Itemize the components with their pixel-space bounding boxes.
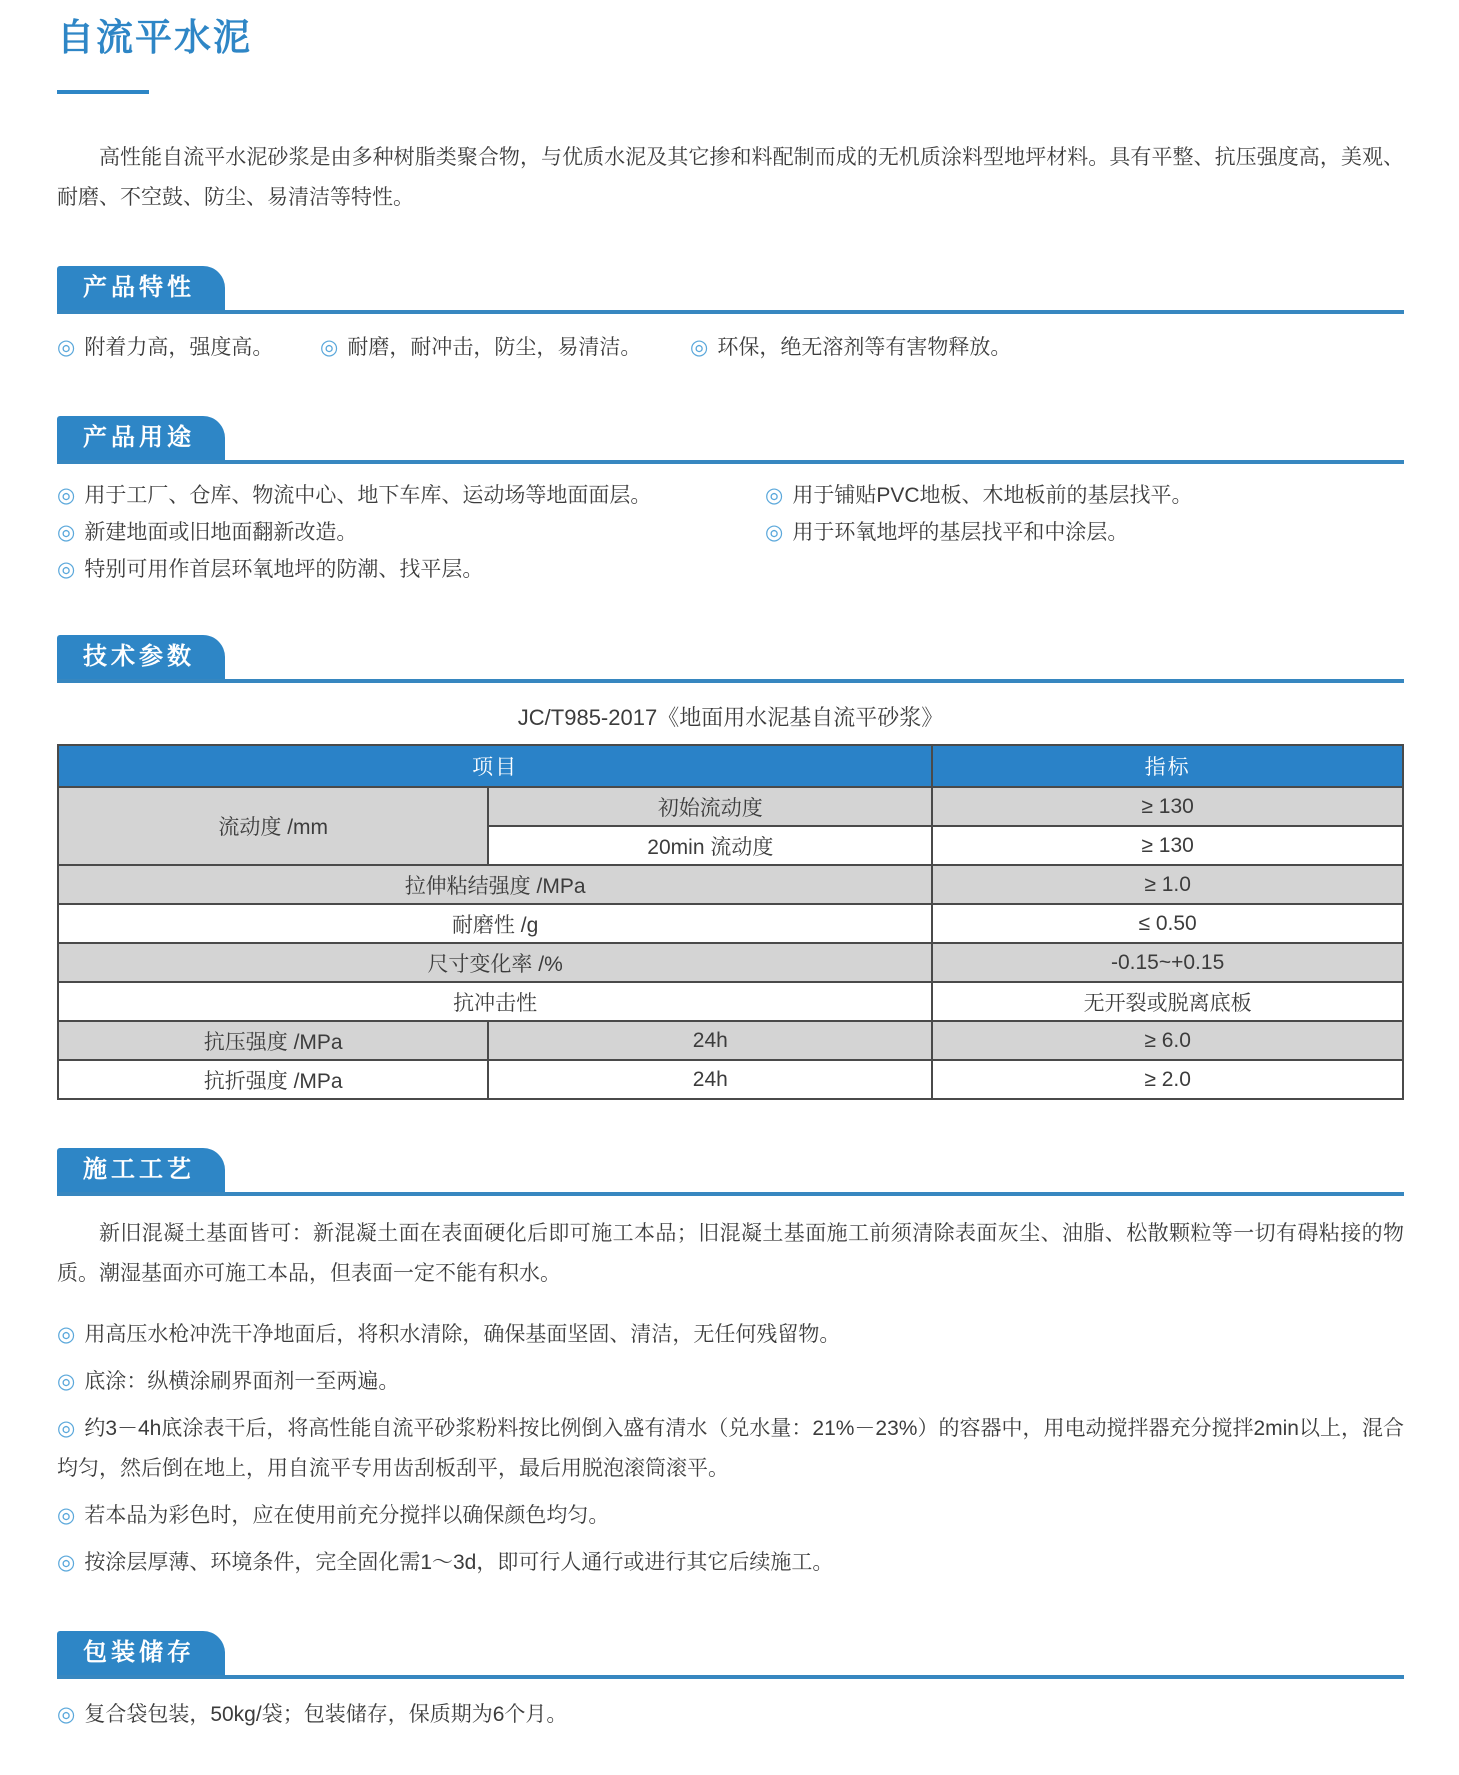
table-row [58, 943, 1403, 982]
table-row [58, 787, 1403, 826]
specs-table [57, 744, 1404, 1100]
bullseye-bullet-icon: ◎ [57, 1551, 76, 1575]
feature-text: 耐磨，耐冲击，防尘，易清洁。 [347, 336, 642, 360]
section-header-process [57, 1148, 1404, 1196]
table-row [58, 865, 1403, 904]
feature-text: 环保，绝无溶剂等有害物释放。 [717, 336, 1012, 360]
bullseye-bullet-icon: ◎ [57, 558, 76, 582]
bullseye-bullet-icon: ◎ [57, 484, 76, 508]
intro-paragraph: 高性能自流平水泥砂浆是由多种树脂类聚合物，与优质水泥及其它掺和料配制而成的无机质涂料型地坪材料。具有平整、抗压强度高，美观、耐磨、不空鼓、防尘、易清洁等特性。 [57, 146, 1404, 210]
packaging-text: 复合袋包装，50kg/袋；包装储存，保质期为6个月。 [84, 1703, 568, 1727]
section-tab-process: 施工工艺 [57, 1148, 225, 1192]
list-item [57, 550, 765, 590]
cell-flexural-time: 24h [488, 1060, 932, 1099]
list-item [57, 1409, 1404, 1489]
section-header-uses [57, 416, 1404, 464]
cell-flexural-value: ≥ 2.0 [932, 1060, 1403, 1099]
list-item [765, 476, 1404, 516]
bullseye-bullet-icon: ◎ [765, 484, 784, 508]
packaging-list [57, 1695, 1404, 1735]
column-header-index: 指标 [932, 745, 1403, 787]
bullseye-bullet-icon: ◎ [765, 521, 784, 545]
process-step-text: 用高压水枪冲洗干净地面后，将积水清除，确保基面坚固、清洁，无任何残留物。 [84, 1323, 841, 1347]
cell-dimension-value: -0.15~+0.15 [932, 943, 1403, 982]
list-item [57, 328, 320, 368]
cell-impact: 抗冲击性 [58, 982, 932, 1021]
cell-flow-20min-value: ≥ 130 [932, 826, 1403, 865]
list-item [57, 513, 765, 553]
use-text: 用于环氧地坪的基层找平和中涂层。 [792, 521, 1129, 545]
cell-flexural: 抗折强度 /MPa [58, 1060, 488, 1099]
uses-list [57, 476, 1404, 587]
process-step-text: 约3－4h底涂表干后，将高性能自流平砂浆粉料按比例倒入盛有清水（兑水量：21%－23%）的容器中，用电动搅拌器充分搅拌2min以上，混合均匀，然后倒在地上，用自流平专用齿刮板刮平，最后用脱泡滚筒滚平。 [57, 1417, 1404, 1481]
cell-flow-initial: 初始流动度 [488, 787, 932, 826]
table-row [58, 904, 1403, 943]
cell-dimension: 尺寸变化率 /% [58, 943, 932, 982]
section-header-packaging [57, 1631, 1404, 1679]
process-list [57, 1315, 1404, 1583]
section-tab-uses: 产品用途 [57, 416, 225, 460]
list-item [57, 1496, 1404, 1536]
list-item [765, 513, 1404, 553]
list-item [57, 1543, 1404, 1583]
section-tab-features: 产品特性 [57, 266, 225, 310]
features-list [57, 328, 1404, 368]
table-row [58, 1060, 1403, 1099]
bullseye-bullet-icon: ◎ [320, 336, 339, 360]
use-text: 用于铺贴PVC地板、木地板前的基层找平。 [792, 484, 1193, 508]
table-row [58, 1021, 1403, 1060]
feature-text: 附着力高，强度高。 [84, 336, 274, 360]
list-item [57, 1362, 1404, 1402]
section-header-specs [57, 635, 1404, 683]
list-item [57, 1315, 1404, 1355]
cell-compress-value: ≥ 6.0 [932, 1021, 1403, 1060]
cell-compress: 抗压强度 /MPa [58, 1021, 488, 1060]
bullseye-bullet-icon: ◎ [57, 1504, 76, 1528]
process-step-text: 按涂层厚薄、环境条件，完全固化需1～3d，即可行人通行或进行其它后续施工。 [84, 1551, 834, 1575]
uses-left-column [57, 476, 765, 587]
cell-flow-label: 流动度 /mm [58, 787, 488, 865]
process-intro-paragraph: 新旧混凝土基面皆可：新混凝土面在表面硬化后即可施工本品；旧混凝土基面施工前须清除表面灰尘、油脂、松散颗粒等一切有碍粘接的物质。潮湿基面亦可施工本品，但表面一定不能有积水。 [57, 1222, 1404, 1286]
table-header-row [58, 745, 1403, 787]
column-header-item: 项目 [58, 745, 932, 787]
list-item [57, 1695, 1404, 1735]
use-text: 新建地面或旧地面翻新改造。 [84, 521, 358, 545]
bullseye-bullet-icon: ◎ [57, 1323, 76, 1347]
process-step-text: 底涂：纵横涂刷界面剂一至两遍。 [84, 1370, 400, 1394]
bullseye-bullet-icon: ◎ [57, 521, 76, 545]
specs-table-caption: JC/T985-2017《地面用水泥基自流平砂浆》 [517, 705, 944, 731]
cell-tensile: 拉伸粘结强度 /MPa [58, 865, 932, 904]
bullseye-bullet-icon: ◎ [57, 1703, 76, 1727]
cell-impact-value: 无开裂或脱离底板 [932, 982, 1403, 1021]
cell-abrasion-value: ≤ 0.50 [932, 904, 1403, 943]
list-item [57, 476, 765, 516]
use-text: 用于工厂、仓库、物流中心、地下车库、运动场等地面面层。 [84, 484, 652, 508]
title-underline [57, 90, 149, 94]
cell-flow-20min: 20min 流动度 [488, 826, 932, 865]
section-tab-specs: 技术参数 [57, 635, 225, 679]
bullseye-bullet-icon: ◎ [57, 1370, 76, 1394]
cell-abrasion: 耐磨性 /g [58, 904, 932, 943]
cell-tensile-value: ≥ 1.0 [932, 865, 1403, 904]
process-step-text: 若本品为彩色时，应在使用前充分搅拌以确保颜色均匀。 [84, 1504, 610, 1528]
section-tab-packaging: 包装储存 [57, 1631, 225, 1675]
page-title: 自流平水泥 [57, 17, 252, 58]
use-text: 特别可用作首层环氧地坪的防潮、找平层。 [84, 558, 484, 582]
bullseye-bullet-icon: ◎ [57, 336, 76, 360]
table-row [58, 982, 1403, 1021]
list-item [320, 328, 690, 368]
section-header-features [57, 266, 1404, 314]
bullseye-bullet-icon: ◎ [690, 336, 709, 360]
bullseye-bullet-icon: ◎ [57, 1417, 76, 1441]
uses-right-column [765, 476, 1404, 587]
cell-flow-initial-value: ≥ 130 [932, 787, 1403, 826]
list-item [690, 328, 1404, 368]
cell-compress-time: 24h [488, 1021, 932, 1060]
